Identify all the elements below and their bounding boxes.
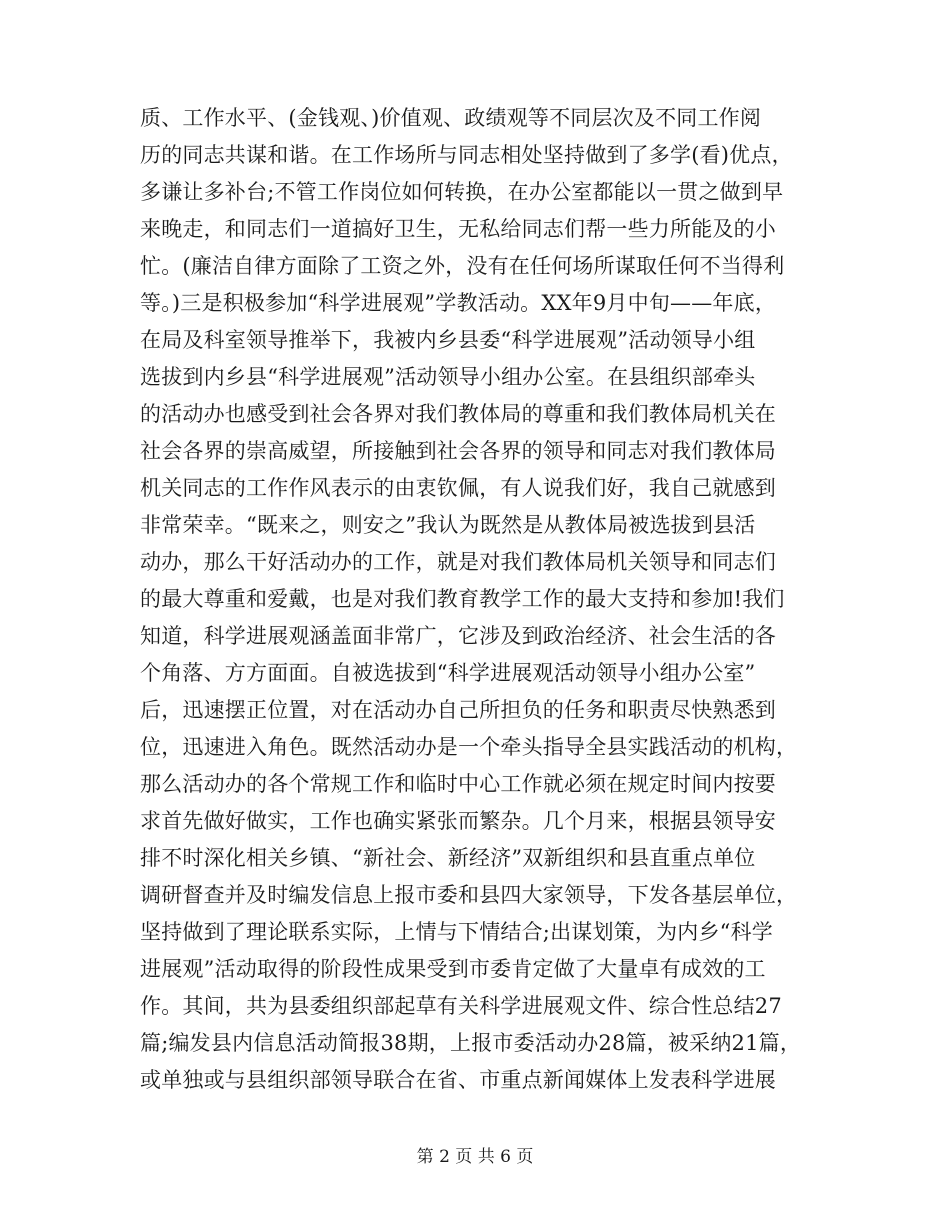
text-line: 那么活动办的各个常规工作和临时中心工作就必须在规定时间内按要 — [140, 772, 776, 796]
text-line: 历的同志共谋和谐。在工作场所与同志相处坚持做到了多学(看)优点， — [140, 143, 793, 167]
page-number: 第 2 页 共 6 页 — [416, 1147, 534, 1167]
text-line: 机关同志的工作作风表示的由衷钦佩，有人说我们好，我自己就感到 — [140, 476, 776, 500]
text-line: 在局及科室领导推举下，我被内乡县委“科学进展观”活动领导小组 — [140, 328, 756, 352]
text-line: 篇;编发县内信息活动简报38期，上报市委活动办28篇，被采纳21篇， — [140, 1031, 802, 1055]
text-line: 后，迅速摆正位置，对在活动办自己所担负的任务和职责尽快熟悉到 — [140, 698, 776, 722]
text-line: 忙。(廉洁自律方面除了工资之外，没有在任何场所谋取任何不当得利 — [140, 254, 785, 278]
text-line: 多谦让多补台;不管工作岗位如何转换，在办公室都能以一贯之做到早 — [140, 180, 784, 204]
text-line: 选拔到内乡县“科学进展观”活动领导小组办公室。在县组织部牵头 — [140, 365, 756, 389]
text-line: 知道，科学进展观涵盖面非常广，它涉及到政治经济、社会生活的各 — [140, 624, 776, 648]
text-line: 动办，那么干好活动办的工作，就是对我们教体局机关领导和同志们 — [140, 550, 776, 574]
text-line: 或单独或与县组织部领导联合在省、市重点新闻媒体上发表科学进展 — [140, 1068, 776, 1092]
text-line: 来晚走，和同志们一道搞好卫生，无私给同志们帮一些力所能及的小 — [140, 217, 776, 241]
text-line: 调研督查并及时编发信息上报市委和县四大家领导，下发各基层单位， — [140, 883, 798, 907]
text-line: 作。其间，共为县委组织部起草有关科学进展观文件、综合性总结27 — [140, 994, 782, 1018]
text-line: 的活动办也感受到社会各界对我们教体局的尊重和我们教体局机关在 — [140, 402, 776, 426]
body-text — [140, 100, 830, 1099]
text-line: 非常荣幸。“既来之，则安之”我认为既然是从教体局被选拔到县活 — [140, 513, 756, 537]
text-line: 个角落、方方面面。自被选拔到“科学进展观活动领导小组办公室” — [140, 661, 756, 685]
text-line: 位，迅速进入角色。既然活动办是一个牵头指导全县实践活动的机构， — [140, 735, 798, 759]
text-line: 质、工作水平、(金钱观、)价值观、政绩观等不同层次及不同工作阅 — [140, 106, 762, 130]
text-line: 等。)三是积极参加“科学进展观”学教活动。XX年9月中旬——年底， — [140, 291, 777, 315]
text-line: 的最大尊重和爱戴，也是对我们教育教学工作的最大支持和参加!我们 — [140, 587, 785, 611]
text-line: 求首先做好做实，工作也确实紧张而繁杂。几个月来，根据县领导安 — [140, 809, 776, 833]
page-footer — [0, 1145, 950, 1169]
text-line: 社会各界的崇高威望，所接触到社会各界的领导和同志对我们教体局 — [140, 439, 776, 463]
text-line: 排不时深化相关乡镇、“新社会、新经济”双新组织和县直重点单位 — [140, 846, 756, 870]
text-line: 坚持做到了理论联系实际，上情与下情结合;出谋划策，为内乡“科学 — [140, 920, 774, 944]
text-line: 进展观”活动取得的阶段性成果受到市委肯定做了大量卓有成效的工 — [140, 957, 766, 981]
